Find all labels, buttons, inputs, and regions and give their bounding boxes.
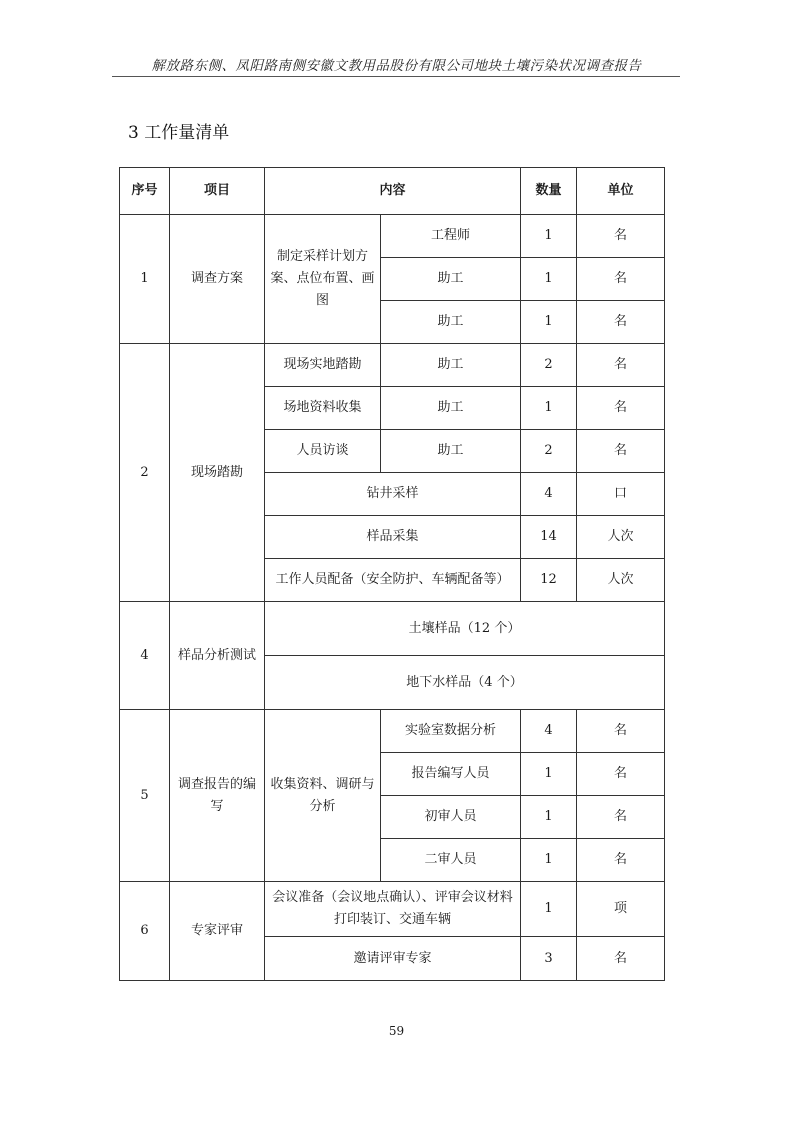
item-cell: 样品分析测试 xyxy=(170,602,265,710)
item-cell: 现场踏勘 xyxy=(170,344,265,602)
unit-cell: 名 xyxy=(577,301,665,344)
unit-cell: 名 xyxy=(577,258,665,301)
qty-cell: 1 xyxy=(521,215,577,258)
table-header-row xyxy=(120,168,665,215)
content-cell: 土壤样品（12 个） xyxy=(265,602,665,656)
unit-cell: 名 xyxy=(577,430,665,473)
header-qty: 数量 xyxy=(521,168,577,215)
content-cell: 样品采集 xyxy=(265,516,521,559)
content-cell: 工作人员配备（安全防护、车辆配备等） xyxy=(265,559,521,602)
role-cell: 实验室数据分析 xyxy=(381,710,521,753)
qty-cell: 12 xyxy=(521,559,577,602)
content-cell: 邀请评审专家 xyxy=(265,937,521,981)
item-cell: 调查报告的编写 xyxy=(170,710,265,882)
qty-cell: 1 xyxy=(521,882,577,937)
header-item: 项目 xyxy=(170,168,265,215)
header-rule xyxy=(112,76,680,77)
qty-cell: 1 xyxy=(521,387,577,430)
qty-cell: 1 xyxy=(521,839,577,882)
role-cell: 初审人员 xyxy=(381,796,521,839)
unit-cell: 名 xyxy=(577,753,665,796)
page-header: 解放路东侧、凤阳路南侧安徽文教用品股份有限公司地块土壤污染状况调查报告 xyxy=(151,58,642,74)
qty-cell: 1 xyxy=(521,796,577,839)
header-content: 内容 xyxy=(265,168,521,215)
unit-cell: 口 xyxy=(577,473,665,516)
seq-cell: 4 xyxy=(120,602,170,710)
unit-cell: 名 xyxy=(577,937,665,981)
unit-cell: 名 xyxy=(577,710,665,753)
role-cell: 助工 xyxy=(381,301,521,344)
role-cell: 报告编写人员 xyxy=(381,753,521,796)
section-title: 3 工作量清单 xyxy=(128,123,230,143)
unit-cell: 项 xyxy=(577,882,665,937)
role-cell: 助工 xyxy=(381,344,521,387)
content-cell: 现场实地踏勘 xyxy=(265,344,381,387)
role-cell: 工程师 xyxy=(381,215,521,258)
content-cell: 制定采样计划方案、点位布置、画图 xyxy=(265,215,381,344)
qty-cell: 4 xyxy=(521,710,577,753)
qty-cell: 14 xyxy=(521,516,577,559)
content-cell: 地下水样品（4 个） xyxy=(265,656,665,710)
unit-cell: 名 xyxy=(577,344,665,387)
seq-cell: 1 xyxy=(120,215,170,344)
role-cell: 助工 xyxy=(381,258,521,301)
content-cell: 会议准备（会议地点确认）、评审会议材料打印装订、交通车辆 xyxy=(265,882,521,937)
page-number: 59 xyxy=(388,1024,405,1038)
seq-cell: 6 xyxy=(120,882,170,981)
role-cell: 二审人员 xyxy=(381,839,521,882)
workload-table xyxy=(119,167,665,981)
qty-cell: 1 xyxy=(521,258,577,301)
content-cell: 场地资料收集 xyxy=(265,387,381,430)
content-cell: 人员访谈 xyxy=(265,430,381,473)
table-row xyxy=(120,602,665,656)
unit-cell: 人次 xyxy=(577,559,665,602)
qty-cell: 1 xyxy=(521,301,577,344)
header-unit: 单位 xyxy=(577,168,665,215)
content-cell: 收集资料、调研与分析 xyxy=(265,710,381,882)
unit-cell: 名 xyxy=(577,839,665,882)
seq-cell: 2 xyxy=(120,344,170,602)
qty-cell: 2 xyxy=(521,430,577,473)
seq-cell: 5 xyxy=(120,710,170,882)
qty-cell: 4 xyxy=(521,473,577,516)
content-cell: 钻井采样 xyxy=(265,473,521,516)
qty-cell: 1 xyxy=(521,753,577,796)
qty-cell: 2 xyxy=(521,344,577,387)
table-row xyxy=(120,882,665,937)
item-cell: 专家评审 xyxy=(170,882,265,981)
qty-cell: 3 xyxy=(521,937,577,981)
role-cell: 助工 xyxy=(381,430,521,473)
unit-cell: 名 xyxy=(577,796,665,839)
unit-cell: 人次 xyxy=(577,516,665,559)
table-row xyxy=(120,344,665,387)
table-row xyxy=(120,215,665,258)
table-row xyxy=(120,710,665,753)
header-seq: 序号 xyxy=(120,168,170,215)
unit-cell: 名 xyxy=(577,387,665,430)
item-cell: 调查方案 xyxy=(170,215,265,344)
role-cell: 助工 xyxy=(381,387,521,430)
unit-cell: 名 xyxy=(577,215,665,258)
